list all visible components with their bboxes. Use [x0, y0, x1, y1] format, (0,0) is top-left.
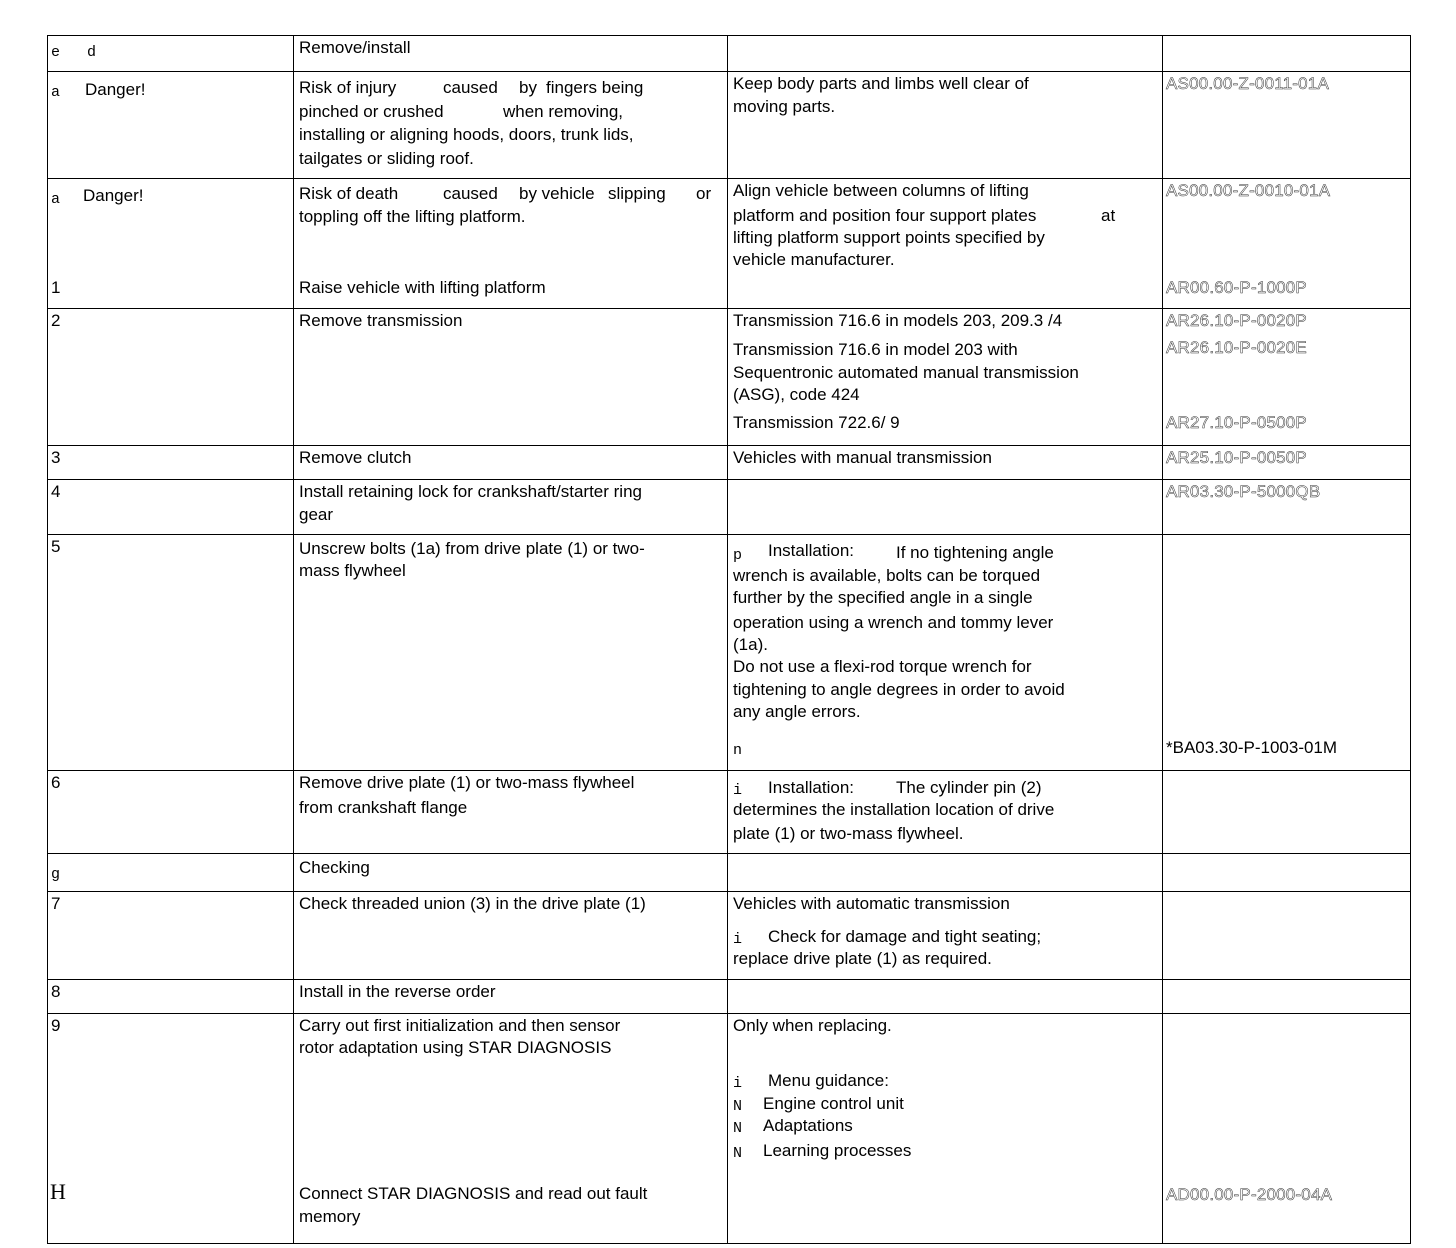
info-icon: i: [733, 931, 743, 948]
table-row: 2 Remove transmission Transmission 716.6 in models 203, 209.3 /4 Transmission 716.6 in model 203 with Sequentronic automated manual transmission (ASG), code 424 Transmission 722.6/ 9 AR26.10-P-0020P AR26.10-P-0020E AR27.10-P-0500P: [48, 309, 1411, 446]
step-number: H: [50, 1179, 66, 1204]
note-icon: n: [733, 742, 743, 759]
reference-code[interactable]: AD00.00-P-2000-04A: [1166, 1185, 1333, 1204]
reference-code[interactable]: AR26.10-P-0020E: [1166, 338, 1307, 357]
info-icon: i: [733, 782, 743, 799]
reference-code[interactable]: AS00.00-Z-0010-01A: [1166, 181, 1331, 200]
table-row: [48, 854, 1411, 892]
table-row: 3 Remove clutch Vehicles with manual transmission AR25.10-P-0050P: [48, 446, 1411, 480]
step-number: 3: [51, 448, 61, 467]
step-number: 4: [51, 482, 61, 501]
installation-note-icon: p: [733, 547, 743, 564]
menu-bullet-icon: N: [733, 1098, 743, 1115]
step-text: Check threaded union (3) in the drive plate (1): [299, 894, 646, 913]
table-row: a Danger! 1 Risk of death caused by vehicle slipping or toppling off the lifting platform. Raise vehicle with lifting platform Align vehicle between columns of lifting platform and position four support plates at lifting platform support points specified by vehicle manufacturer. AS00.00-Z-0010-01A AR00.60-P-1000P: [48, 179, 1411, 309]
danger-label: Danger!: [85, 80, 146, 99]
menu-bullet-icon: N: [733, 1120, 743, 1137]
danger-label: Danger!: [83, 186, 144, 205]
reference-code[interactable]: AR26.10-P-0020P: [1166, 311, 1307, 330]
checking-symbol-icon: g: [51, 866, 61, 883]
step-text: Install in the reverse order: [299, 982, 496, 1001]
step-number: 1: [51, 278, 61, 297]
procedure-sheet: [47, 35, 1410, 1244]
note-heading: Menu guidance:: [768, 1071, 889, 1090]
reference-code[interactable]: AR03.30-P-5000QB: [1166, 482, 1321, 501]
danger-icon: a: [51, 84, 61, 101]
step-number: 6: [51, 773, 61, 792]
reference-code[interactable]: AR27.10-P-0500P: [1166, 413, 1307, 432]
reference-code[interactable]: *BA03.30-P-1003-01M: [1166, 738, 1338, 757]
step-number: 7: [51, 894, 61, 913]
step-number: 5: [51, 537, 61, 556]
note-heading: Installation:: [768, 778, 854, 797]
note-heading: Installation:: [768, 541, 854, 560]
table-row: 7 Check threaded union (3) in the drive plate (1) Vehicles with automatic transmission i Check for damage and tight seating; replace drive plate (1) as required.: [48, 892, 1411, 980]
danger-icon: a: [51, 191, 61, 208]
section-title: Remove/install: [299, 38, 411, 57]
menu-bullet-icon: N: [733, 1145, 743, 1162]
table-row: a Danger! Risk of injury caused by fingers being pinched or crushed when removing, installing or aligning hoods, doors, trunk lids, tailgates or sliding roof. Keep body parts and limbs well clear of moving parts. AS00.00-Z-0011-01A: [48, 72, 1411, 179]
table-row: 6 Remove drive plate (1) or two-mass flywheel from crankshaft flange i Installation: The cylinder pin (2) determines the installation location of drive plate (1) or two-mass flywheel.: [48, 771, 1411, 854]
table-row: 9 H Carry out first initialization and then sensor rotor adaptation using STAR DIAGNOSIS Connect STAR DIAGNOSIS and read out fault memory Only when replacing. i Menu guidance: N Engine control unit N Adaptations N Learning processes AD00.00-P-2000-04A: [48, 1014, 1411, 1244]
info-icon: i: [733, 1075, 743, 1092]
table-row: [48, 980, 1411, 1014]
menu-item: Engine control unit: [763, 1094, 904, 1113]
table-row: 4 Install retaining lock for crankshaft/starter ring gear AR03.30-P-5000QB: [48, 480, 1411, 535]
reference-code[interactable]: AR00.60-P-1000P: [1166, 278, 1307, 297]
table-row: [48, 36, 1411, 72]
table-row: 5 Unscrew bolts (1a) from drive plate (1) or two- mass flywheel p Installation: If no tightening angle wrench is available, bolts can be torqued further by the specified angle in a single operation using a wrench and tommy lever (1a). Do not use a flexi-rod torque wrench for tightening to angle degrees in order to avoid any angle errors. n *BA03.30-P-1003-01M: [48, 535, 1411, 771]
step-number: 2: [51, 311, 61, 330]
remove-symbol-icon: e: [51, 44, 61, 61]
reference-code[interactable]: AR25.10-P-0050P: [1166, 448, 1307, 467]
install-symbol-icon: d: [87, 44, 97, 61]
step-text: Remove clutch: [299, 448, 412, 467]
menu-item: Learning processes: [763, 1141, 912, 1160]
step-number: 8: [51, 982, 61, 1001]
step-text: Raise vehicle with lifting platform: [299, 278, 546, 297]
step-text: Remove transmission: [299, 311, 463, 330]
section-title: Checking: [299, 858, 370, 877]
menu-item: Adaptations: [763, 1116, 853, 1135]
step-number: 9: [51, 1016, 61, 1035]
procedure-table: [47, 35, 1411, 1244]
reference-code[interactable]: AS00.00-Z-0011-01A: [1166, 74, 1329, 93]
